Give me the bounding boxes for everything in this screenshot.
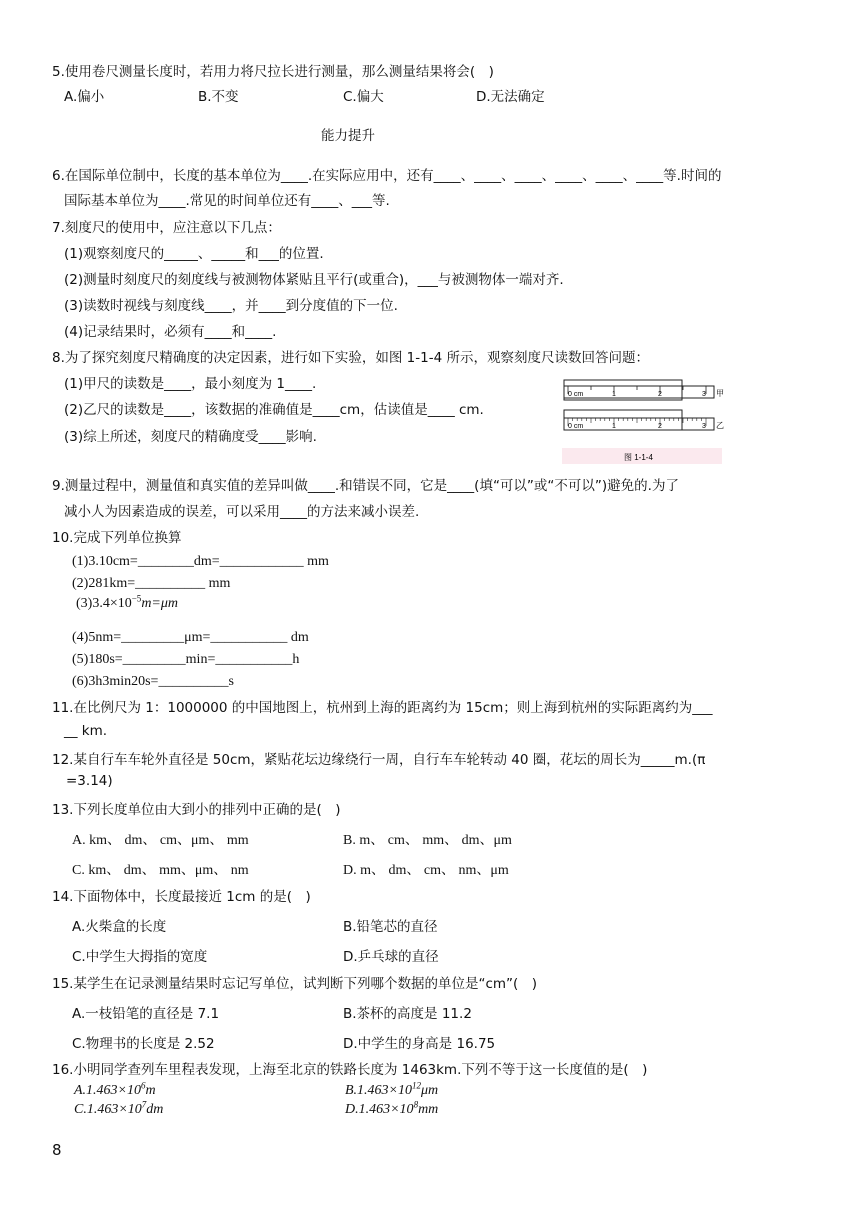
q10-item-5: (5)180s=_________min=___________h [72, 652, 300, 667]
section-title: 能力提升 [321, 128, 375, 144]
ruler-b-label: 乙 [716, 421, 724, 430]
q10-item-3: $(3)3.4\times 10^{-5}m=\mu m$ [76, 593, 179, 611]
q16-option-a: $A.1.463\times 10^6m$ [74, 1080, 156, 1098]
q16-stem: 16.小明同学查列车里程表发现，上海至北京的铁路长度为 1463km.下列不等于这一长度值的是( ) [52, 1062, 648, 1078]
q14-option-a: A.火柴盒的长度 [72, 919, 167, 935]
q10-item-2: (2)281km=__________ mm [72, 576, 231, 591]
q13-option-d: D. m、 dm、 cm、 nm、μm [343, 863, 509, 878]
q10-stem: 10.完成下列单位换算 [52, 530, 182, 546]
q15-option-b: B.茶杯的高度是 11.2 [343, 1006, 472, 1022]
q14-option-d: D.乒乓球的直径 [343, 949, 439, 965]
q13-option-a: A. km、 dm、 cm、μm、 mm [72, 833, 249, 848]
q8-stem: 8.为了探究刻度尺精确度的决定因素，进行如下实验，如图 1-1-4 所示，观察刻度尺读数回答问题： [52, 350, 649, 366]
ruler-a-tick-0: 0 cm [568, 391, 584, 398]
q15-option-d: D.中学生的身高是 16.75 [343, 1036, 496, 1052]
q7-stem: 7.刻度尺的使用中，应注意以下几点： [52, 220, 281, 236]
ruler-b-tick-1: 1 [612, 423, 616, 430]
figure-caption: 图 1-1-4 [624, 453, 653, 462]
q11-line2: __ km. [64, 723, 108, 739]
q13-stem: 13.下列长度单位由大到小的排列中正确的是( ) [52, 802, 341, 818]
q13-option-b: B. m、 cm、 mm、 dm、μm [343, 833, 512, 848]
q15-option-a: A.一枝铅笔的直径是 7.1 [72, 1006, 220, 1022]
ruler-a-tick-2: 2 [658, 391, 662, 398]
q13-option-c: C. km、 dm、 mm、μm、 nm [72, 863, 249, 878]
q15-stem: 15.某学生在记录测量结果时忘记写单位，试判断下列哪个数据的单位是“cm”( ) [52, 976, 538, 992]
ruler-a-label: 甲 [716, 389, 724, 398]
q11-line1: 11.在比例尺为 1：1000000 的中国地图上，杭州到上海的距离约为 15cm；则上海到杭州的实际距离约为___ [52, 700, 713, 716]
q10-item-6: (6)3h3min20s=__________s [72, 674, 234, 689]
q15-option-c: C.物理书的长度是 2.52 [72, 1036, 215, 1052]
q5-option-c: C.偏大 [343, 89, 384, 105]
q8-item-3: (3)综上所述，刻度尺的精确度受____影响. [64, 429, 317, 445]
q8-item-2: (2)乙尺的读数是____，该数据的准确值是____cm，估读值是____ cm. [64, 402, 484, 418]
ruler-b-tick-3: 3 [702, 423, 706, 430]
ruler-a-tick-1: 1 [612, 391, 616, 398]
q16-option-d: $D.1.463\times 10^8mm$ [345, 1099, 439, 1117]
q12-line1: 12.某自行车车轮外直径是 50cm，紧贴花坛边缘绕行一周，自行车车轮转动 40 圈，花坛的周长为_____m.(π [52, 752, 706, 768]
q7-item-3: (3)读数时视线与刻度线____，并____到分度值的下一位. [64, 298, 398, 314]
q5-option-b: B.不变 [198, 89, 239, 105]
q7-item-4: (4)记录结果时，必须有____和____. [64, 324, 277, 340]
ruler-a-tick-3: 3 [702, 391, 706, 398]
q10-item-1: (1)3.10cm=________dm=____________ mm [72, 554, 329, 569]
ruler-b-tick-2: 2 [658, 423, 662, 430]
q14-option-c: C.中学生大拇指的宽度 [72, 949, 208, 965]
q14-option-b: B.铅笔芯的直径 [343, 919, 438, 935]
q12-line2: =3.14) [66, 773, 113, 789]
q9-line2: 减小人为因素造成的误差，可以采用____的方法来减小误差. [64, 504, 420, 520]
ruler-b-tick-0: 0 cm [568, 423, 584, 430]
q6-line1: 6.在国际单位制中，长度的基本单位为____.在实际应用中，还有____、____、____、____、____、____等.时间的 [52, 168, 722, 184]
q14-stem: 14.下面物体中，长度最接近 1cm 的是( ) [52, 889, 311, 905]
q5-option-d: D.无法确定 [476, 89, 545, 105]
q10-item-4: (4)5nm=_________μm=___________ dm [72, 630, 309, 645]
figure-ruler [556, 374, 726, 466]
q6-line2: 国际基本单位为____.常见的时间单位还有____、___等. [64, 193, 390, 209]
q5-option-a: A.偏小 [64, 89, 105, 105]
q9-line1: 9.测量过程中，测量值和真实值的差异叫做____.和错误不同，它是____(填“可以”或“不可以”)避免的.为了 [52, 478, 679, 494]
q16-option-c: $C.1.463\times 10^7dm$ [74, 1099, 164, 1117]
page-number: 8 [52, 1141, 62, 1159]
q7-item-1: (1)观察刻度尺的_____、_____和___的位置. [64, 246, 324, 262]
q7-item-2: (2)测量时刻度尺的刻度线与被测物体紧贴且平行(或重合)，___与被测物体一端对齐. [64, 272, 564, 288]
q16-option-b: $B.1.463\times 10^{12}\mu m$ [345, 1080, 439, 1098]
q5-stem: 5.使用卷尺测量长度时，若用力将尺拉长进行测量，那么测量结果将会( ) [52, 64, 494, 80]
q8-item-1: (1)甲尺的读数是____，最小刻度为 1____. [64, 376, 317, 392]
